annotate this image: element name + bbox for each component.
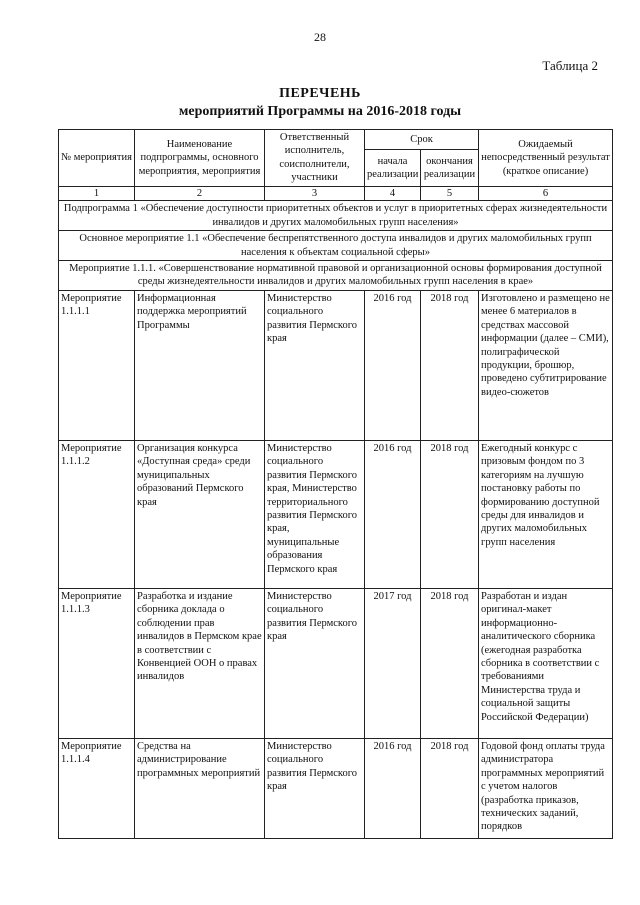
header-start: начала реализации <box>365 150 421 187</box>
measure-start: 2017 год <box>365 588 421 738</box>
measure-end: 2018 год <box>421 738 479 838</box>
subprogram-row <box>59 201 613 231</box>
table-row <box>59 440 613 588</box>
measure-name: Организация конкурса «Доступная среда» среди муниципальных образований Пермского края <box>135 440 265 588</box>
measure-start: 2016 год <box>365 290 421 440</box>
measure-number: Мероприятие 1.1.1.3 <box>59 588 135 738</box>
column-number: 3 <box>265 186 365 200</box>
measure-end: 2018 год <box>421 290 479 440</box>
header-term: Срок <box>365 130 479 150</box>
header-row <box>59 130 613 150</box>
measure-group-row <box>59 260 613 290</box>
measure-result: Годовой фонд оплаты труда администратора программных мероприятий с учетом налогов (разработка приказов, технических заданий, порядков <box>479 738 613 838</box>
column-number: 2 <box>135 186 265 200</box>
measure-responsible: Министерство социального развития Пермского края <box>265 290 365 440</box>
measure-number: Мероприятие 1.1.1.2 <box>59 440 135 588</box>
column-number: 4 <box>365 186 421 200</box>
header-num: № мероприятия <box>59 130 135 187</box>
page-number: 28 <box>314 30 326 44</box>
measure-start: 2016 год <box>365 440 421 588</box>
main-measure-row <box>59 231 613 261</box>
measure-end: 2018 год <box>421 588 479 738</box>
measure-name: Средства на администрирование программных мероприятий <box>135 738 265 838</box>
header-name: Наименование подпрограммы, основного мероприятия, мероприятия <box>135 130 265 187</box>
table-row <box>59 290 613 440</box>
measures-table <box>58 129 613 839</box>
measure-result: Разработан и издан оригинал-макет информационно-аналитического сборника (ежегодная разработка сборника в соответствии с требованиями Министерства труда и социальной защиты Российской Федерации) <box>479 588 613 738</box>
measure-number: Мероприятие 1.1.1.4 <box>59 738 135 838</box>
measure-responsible: Министерство социального развития Пермского края <box>265 738 365 838</box>
table-row <box>59 738 613 838</box>
header-result: Ожидаемый непосредственный результат (краткое описание) <box>479 130 613 187</box>
document-title: ПЕРЕЧЕНЬ <box>279 86 361 101</box>
measure-result: Изготовлено и размещено не менее 6 материалов в средствах массовой информации (далее – СМИ), полиграфической продукции, брошюр, проведено субтитрирование видео-сюжетов <box>479 290 613 440</box>
column-number: 1 <box>59 186 135 200</box>
table-label: Таблица 2 <box>542 58 598 73</box>
measure-result: Ежегодный конкурс с призовым фондом по 3 категориям на лучшую постановку работы по формированию доступной среды для инвалидов и других маломобильных групп населения <box>479 440 613 588</box>
table-row <box>59 588 613 738</box>
subprogram-title: Подпрограмма 1 «Обеспечение доступности приоритетных объектов и услуг в приоритетных сферах жизнедеятельности инвалидов и других маломобильных групп населения» <box>59 201 613 231</box>
header-end: окончания реализации <box>421 150 479 187</box>
measure-name: Разработка и издание сборника доклада о соблюдении прав инвалидов в Пермском крае в соответствии с Конвенцией ООН о правах инвалидов <box>135 588 265 738</box>
measure-responsible: Министерство социального развития Пермского края, Министерство территориального развития Пермского края, муниципальные образования Пермского края <box>265 440 365 588</box>
document-subtitle: мероприятий Программы на 2016-2018 годы <box>178 104 462 119</box>
measure-responsible: Министерство социального развития Пермского края <box>265 588 365 738</box>
column-number: 6 <box>479 186 613 200</box>
main-measure-title: Основное мероприятие 1.1 «Обеспечение беспрепятственного доступа инвалидов и других маломобильных групп населения к объектам социальной сферы» <box>59 231 613 261</box>
column-number: 5 <box>421 186 479 200</box>
measure-end: 2018 год <box>421 440 479 588</box>
measure-number: Мероприятие 1.1.1.1 <box>59 290 135 440</box>
measure-group-title: Мероприятие 1.1.1. «Совершенствование нормативной правовой и организационной основы формирования доступной среды жизнедеятельности инвалидов и других маломобильных групп населения в крае» <box>59 260 613 290</box>
column-numbers-row <box>59 186 613 200</box>
measure-start: 2016 год <box>365 738 421 838</box>
header-responsible: Ответственный исполнитель, соисполнители, участники <box>265 130 365 187</box>
measure-name: Информационная поддержка мероприятий Программы <box>135 290 265 440</box>
